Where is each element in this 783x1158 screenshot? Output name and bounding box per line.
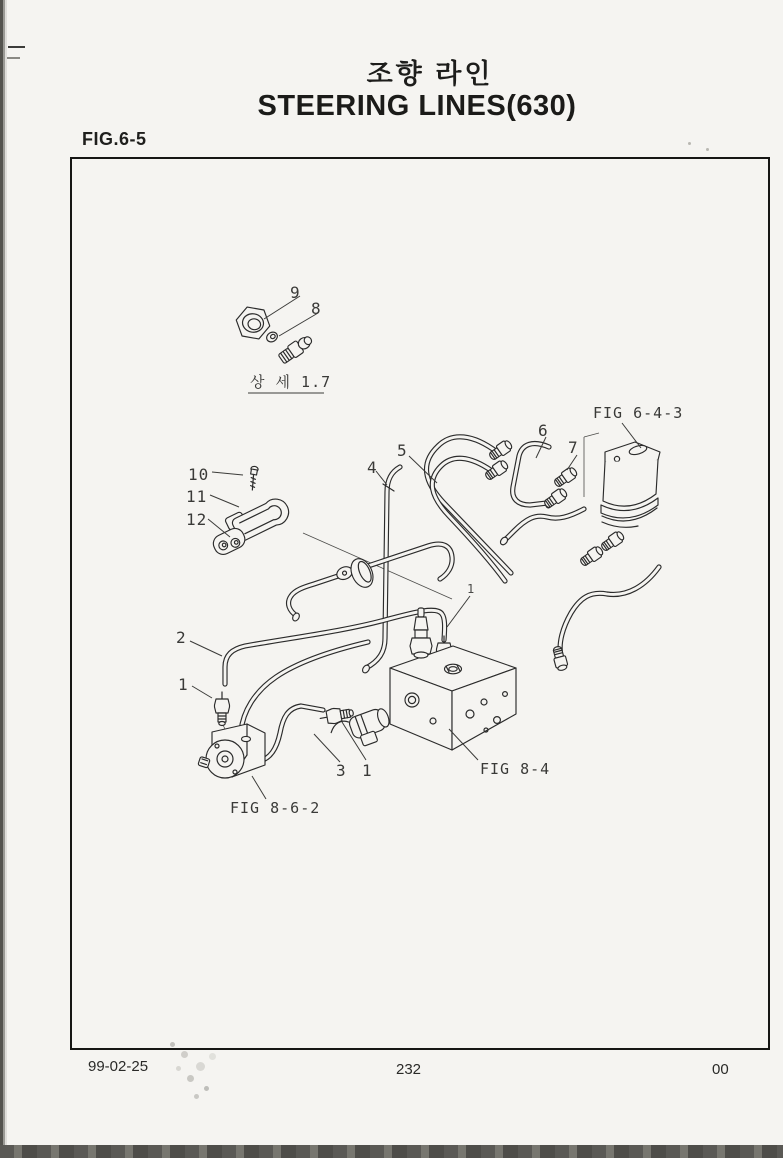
- leader-10: [212, 472, 243, 475]
- ref-fig-8-6-2: FIG 8-6-2: [230, 799, 321, 817]
- gear-pump: [198, 724, 265, 778]
- footer-page-number: 232: [396, 1061, 422, 1078]
- fitting-part1-pump: [215, 692, 230, 726]
- leader-2: [190, 641, 222, 656]
- callout-11: 11: [186, 487, 208, 506]
- footer-revision: 00: [712, 1061, 729, 1078]
- leader-11: [210, 495, 239, 507]
- callout-12: 12: [186, 510, 208, 529]
- detail-ferrule-part8: [265, 330, 279, 344]
- leader-5: [409, 456, 437, 483]
- callout-1-pump: 1: [178, 675, 189, 694]
- leader-fig-8-6-2: [252, 776, 266, 799]
- callout-1-tube: 1: [467, 582, 475, 596]
- ref-fig-6-4-3: FIG 6-4-3: [593, 404, 684, 422]
- callout-7: 7: [568, 438, 579, 457]
- page-title-english: STEERING LINES(630): [257, 90, 577, 122]
- valve-block: [390, 646, 516, 750]
- leader-3: [314, 734, 340, 762]
- leader-1a: [447, 596, 470, 627]
- leader-4: [376, 471, 387, 485]
- callout-3: 3: [336, 761, 347, 780]
- callout-10: 10: [188, 465, 210, 484]
- tube-steering-right: [560, 567, 659, 656]
- callout-2: 2: [176, 628, 187, 647]
- tube-6: [513, 444, 549, 505]
- clamp-installed: [334, 555, 377, 596]
- callout-4: 4: [367, 458, 378, 477]
- bolt-part10: [247, 466, 258, 490]
- fitting-part7-lower: [542, 487, 569, 511]
- detail-note: 상 세 1.7: [250, 373, 332, 391]
- detail-fitting: [277, 333, 315, 365]
- fitting: [599, 530, 626, 554]
- detail-nut-part9: [234, 306, 273, 341]
- footer-date: 99-02-25: [88, 1058, 149, 1075]
- ref-fig-8-4: FIG 8-4: [480, 760, 551, 778]
- fitting: [551, 645, 569, 671]
- callout-1-valve: 1: [362, 761, 373, 780]
- callout-5: 5: [397, 441, 408, 460]
- fitting-part7-upper: [552, 466, 579, 490]
- tube-steering-left: [505, 509, 584, 540]
- leader-1b: [192, 686, 212, 698]
- callout-8: 8: [311, 299, 322, 318]
- projection-line: [584, 433, 599, 437]
- callout-9: 9: [290, 283, 301, 302]
- fitting: [578, 545, 605, 569]
- steering-unit: [601, 442, 660, 527]
- page-title-korean: 조향 라인: [366, 59, 494, 89]
- callout-6: 6: [538, 421, 549, 440]
- figure-number-label: FIG.6-5: [82, 129, 147, 149]
